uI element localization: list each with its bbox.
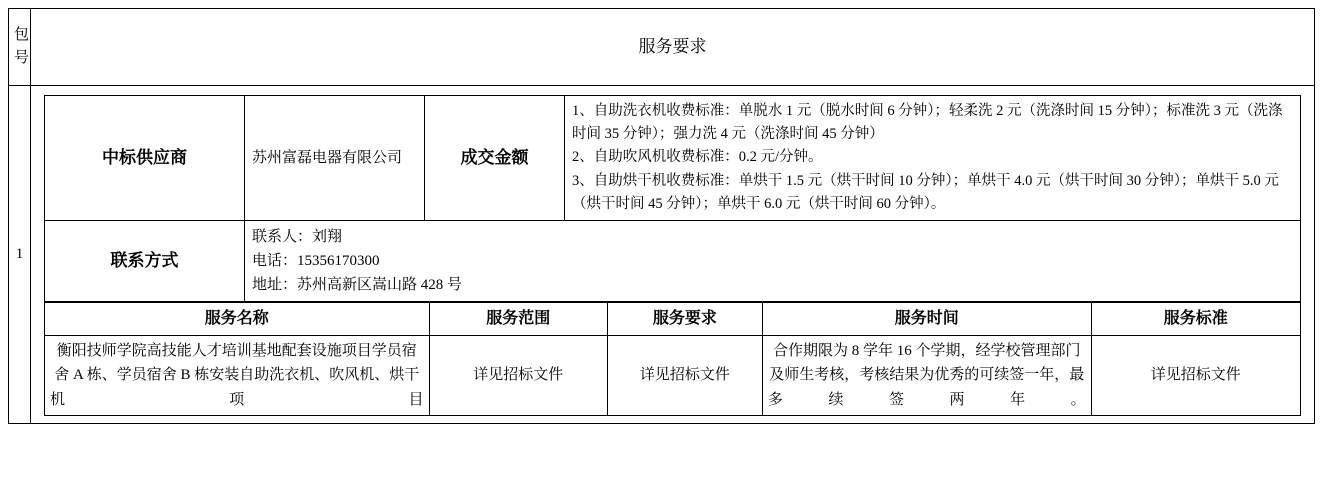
amount-line-3: 3、自助烘干机收费标准：单烘干 1.5 元（烘干时间 10 分钟）；单烘干 4.0 元（烘干时间 30 分钟）；单烘干 5.0 元（烘干时间 45 分钟）；单烘干 6.0 元（烘干时间 60 分钟）。 [572,172,1279,212]
contact-person: 联系人：刘翔 [252,228,343,245]
contact-row [45,220,1301,301]
service-header-row [45,302,1301,335]
amount-label: 成交金额 [425,96,565,221]
service-requirement-header: 服务要求 [31,9,1315,86]
contact-value [245,220,1301,301]
amount-line-2: 2、自助吹风机收费标准：0.2 元/分钟。 [572,149,823,166]
supplier-row [45,96,1301,221]
contact-address: 地址：苏州高新区嵩山路 428 号 [252,276,463,293]
contact-label: 联系方式 [45,220,245,301]
amount-line-1: 1、自助洗衣机收费标准：单脱水 1 元（脱水时间 6 分钟）；轻柔洗 2 元（洗涤时间 15 分钟）；标准洗 3 元（洗涤时间 35 分钟）；强力洗 4 元（洗涤时间 45 分钟） [572,103,1283,143]
amount-value [565,96,1301,221]
service-scope-cell: 详见招标文件 [429,335,607,415]
table-row [9,86,1315,424]
service-time-header: 服务时间 [762,302,1091,335]
supplier-label: 中标供应商 [45,96,245,221]
bid-result-table [8,8,1315,424]
service-name-header: 服务名称 [45,302,430,335]
supplier-info-table [44,95,1301,302]
contact-phone: 电话：15356170300 [252,252,380,269]
service-standard-header: 服务标准 [1091,302,1300,335]
service-scope-header: 服务范围 [429,302,607,335]
service-requirement-col-header: 服务要求 [607,302,762,335]
service-detail-table [44,302,1301,416]
service-requirement-cell: 详见招标文件 [607,335,762,415]
package-body [31,86,1315,424]
service-standard-cell: 详见招标文件 [1091,335,1300,415]
supplier-value: 苏州富磊电器有限公司 [245,96,425,221]
service-data-row [45,335,1301,415]
service-name-cell: 衡阳技师学院高技能人才培训基地配套设施项目学员宿舍 A 栋、学员宿舍 B 栋安装自助洗衣机、吹风机、烘干机项目 [45,335,430,415]
service-time-cell: 合作期限为 8 学年 16 个学期，经学校管理部门及师生考核，考核结果为优秀的可续签一年，最多续签两年。 [762,335,1091,415]
package-no-header: 包号 [9,9,31,86]
package-no-value: 1 [9,86,31,424]
table-header-row [9,9,1315,86]
